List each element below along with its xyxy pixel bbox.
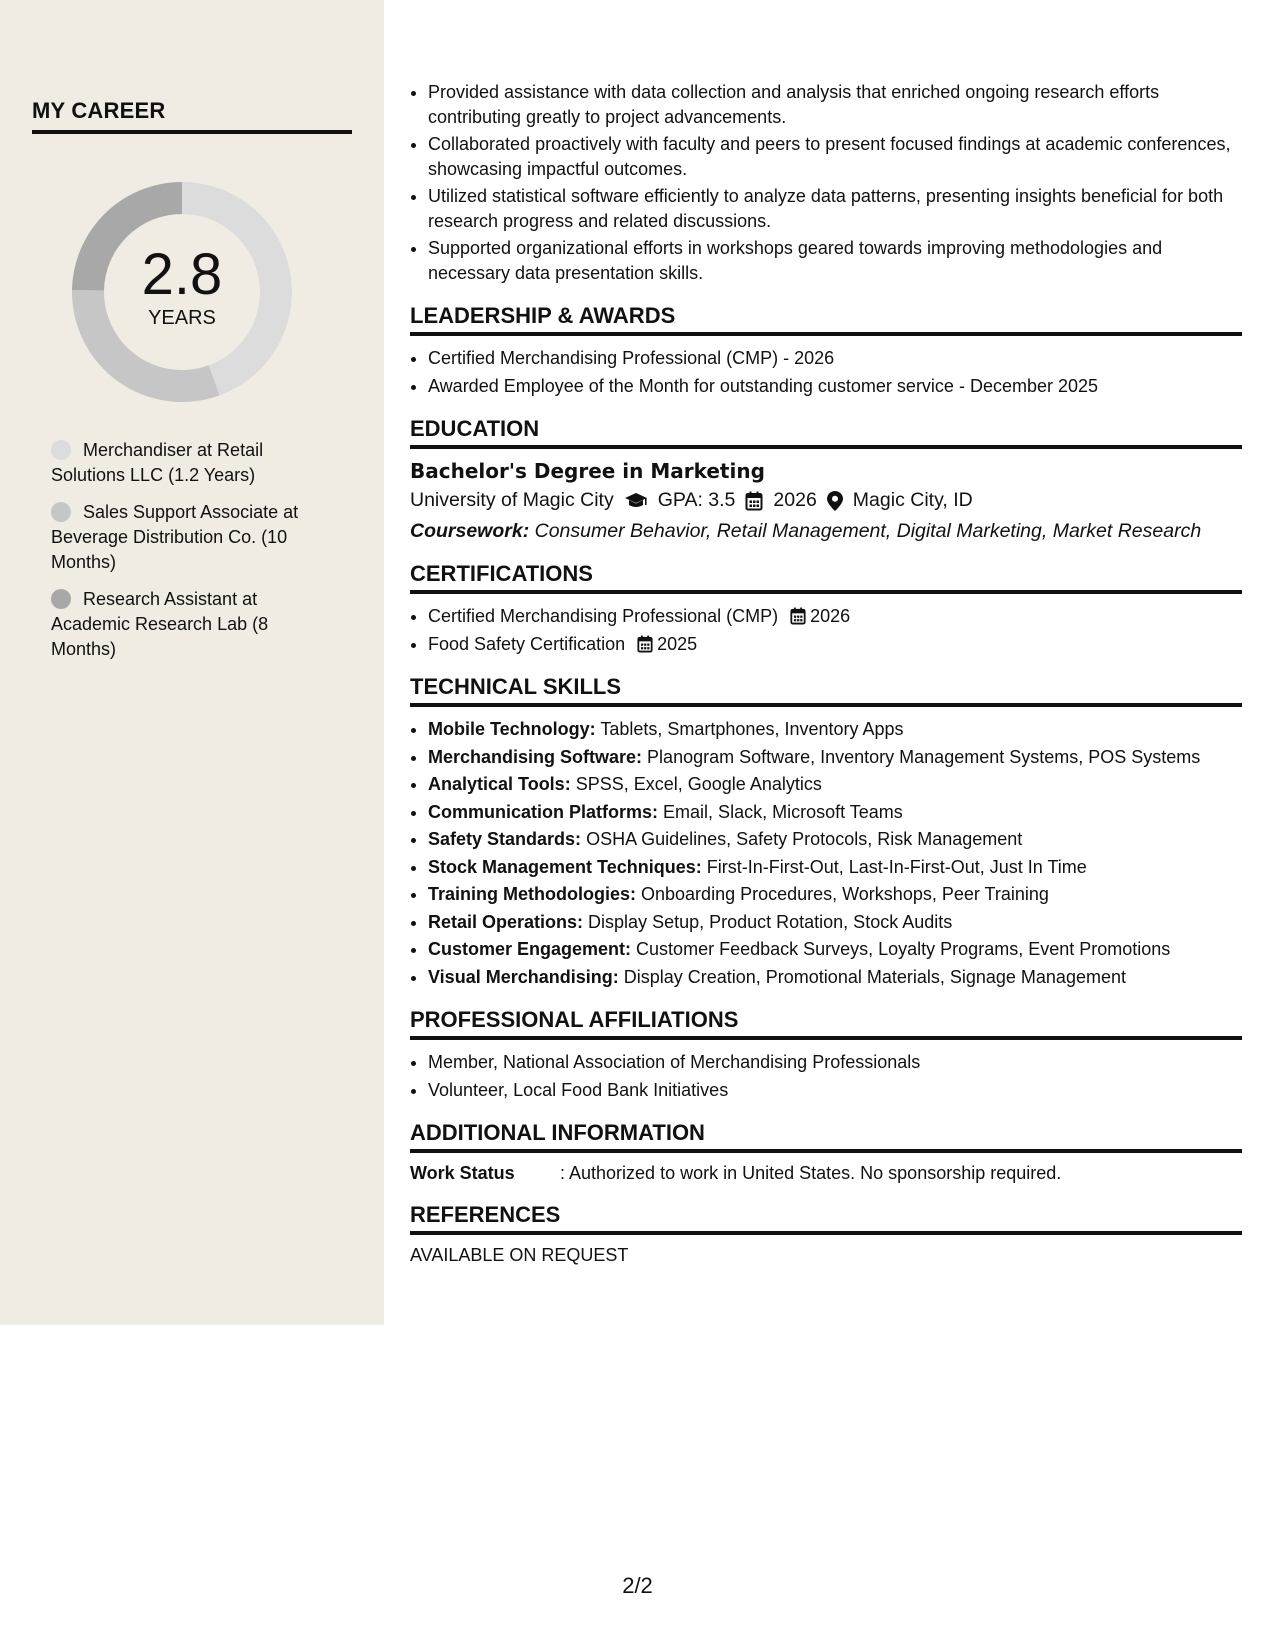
- sidebar: [0, 0, 384, 1325]
- skill-label: Retail Operations:: [428, 911, 584, 932]
- legend-dot: [51, 589, 71, 609]
- career-legend: [51, 438, 321, 674]
- legend-dot: [51, 440, 71, 460]
- affiliations-list: [410, 1050, 1242, 1102]
- skill-value: Planogram Software, Inventory Management Systems, POS Systems: [647, 746, 1201, 767]
- list-item: • Member, National Association of Merchandising Professionals: [428, 1050, 1242, 1075]
- skill-label: Communication Platforms:: [428, 801, 659, 822]
- legend-item: [51, 438, 321, 488]
- experience-bullets: [410, 80, 1242, 285]
- calendar-icon: [790, 607, 806, 625]
- certification-year: 2026: [810, 606, 851, 626]
- leadership-list: [410, 346, 1242, 398]
- skill-value: SPSS, Excel, Google Analytics: [575, 774, 822, 794]
- skill-value: Display Setup, Product Rotation, Stock Audits: [588, 911, 953, 932]
- education-gpa: GPA: 3.5: [657, 489, 736, 511]
- section-title-leadership: LEADERSHIP & AWARDS: [410, 303, 1242, 336]
- list-item: [428, 772, 1242, 797]
- skill-value: Tablets, Smartphones, Inventory Apps: [600, 719, 904, 739]
- education-year: 2026: [773, 489, 817, 511]
- certifications-list: [410, 604, 1242, 656]
- list-item: • Utilized statistical software efficiently to analyze data patterns, presenting insights beneficial for both research progress and related discussions.: [428, 184, 1242, 233]
- work-status-row: [410, 1163, 1242, 1184]
- list-item: [428, 882, 1242, 907]
- list-item: [428, 965, 1242, 990]
- calendar-icon: [745, 491, 763, 511]
- certification-name: Certified Merchandising Professional (CMP): [428, 606, 779, 626]
- career-donut-chart: [62, 172, 302, 412]
- skill-label: Visual Merchandising:: [428, 966, 619, 987]
- coursework-label: Coursework:: [410, 520, 530, 542]
- donut-value: 2.8: [141, 242, 223, 307]
- skill-value: Customer Feedback Surveys, Loyalty Programs, Event Promotions: [636, 939, 1171, 959]
- legend-label: Sales Support Associate at Beverage Distribution Co. (10 Months): [51, 502, 299, 572]
- list-item: • Volunteer, Local Food Bank Initiatives: [428, 1078, 1242, 1103]
- skill-value: Onboarding Procedures, Workshops, Peer Training: [641, 884, 1049, 904]
- skill-label: Mobile Technology:: [428, 719, 596, 739]
- education-location: Magic City, ID: [852, 489, 973, 511]
- references-text: AVAILABLE ON REQUEST: [410, 1245, 629, 1265]
- legend-item: [51, 587, 321, 662]
- section-title-skills: TECHNICAL SKILLS: [410, 674, 1242, 707]
- section-title-certifications: CERTIFICATIONS: [410, 561, 1242, 594]
- section-title-references: REFERENCES: [410, 1202, 1242, 1235]
- section-title-affiliations: PROFESSIONAL AFFILIATIONS: [410, 1007, 1242, 1040]
- skill-value: Display Creation, Promotional Materials, Signage Management: [623, 966, 1126, 987]
- section-title-education: EDUCATION: [410, 416, 1242, 449]
- skill-label: Merchandising Software:: [428, 746, 643, 767]
- list-item: [428, 632, 1242, 657]
- skill-label: Stock Management Techniques:: [428, 856, 702, 877]
- skill-label: Customer Engagement:: [428, 939, 632, 959]
- skill-value: OSHA Guidelines, Safety Protocols, Risk Management: [586, 829, 1023, 849]
- list-item: [428, 855, 1242, 880]
- career-title: MY CAREER: [32, 98, 166, 123]
- legend-dot: [51, 502, 71, 522]
- education-degree: Bachelor's Degree in Marketing: [410, 459, 765, 483]
- list-item: • Awarded Employee of the Month for outstanding customer service - December 2025: [428, 374, 1242, 399]
- list-item: [428, 800, 1242, 825]
- skill-label: Safety Standards:: [428, 829, 582, 849]
- skill-value: Email, Slack, Microsoft Teams: [663, 801, 903, 822]
- legend-item: [51, 500, 321, 575]
- certification-year: 2025: [657, 633, 698, 654]
- list-item: [428, 717, 1242, 742]
- work-status-label: Work Status: [410, 1163, 515, 1183]
- section-title-additional: ADDITIONAL INFORMATION: [410, 1120, 1242, 1153]
- skills-list: [410, 717, 1242, 989]
- list-item: • Provided assistance with data collection and analysis that enriched ongoing research efforts contributing greatly to project advancements.: [428, 80, 1242, 129]
- list-item: [428, 745, 1242, 770]
- donut-unit: YEARS: [148, 307, 216, 329]
- main-content: [410, 80, 1242, 1266]
- skill-value: First-In-First-Out, Last-In-First-Out, Just In Time: [706, 856, 1087, 877]
- list-item: [428, 604, 1242, 629]
- page-number: 2/2: [622, 1573, 653, 1598]
- list-item: [428, 827, 1242, 852]
- legend-label: Research Assistant at Academic Research Lab (8 Months): [51, 589, 269, 659]
- calendar-icon: [637, 635, 653, 653]
- education-coursework: [410, 520, 1242, 543]
- career-title-rule: [32, 130, 352, 134]
- education-school: University of Magic City: [410, 489, 614, 511]
- map-pin-icon: [827, 491, 843, 511]
- list-item: • Certified Merchandising Professional (CMP) - 2026: [428, 346, 1242, 371]
- coursework-value: Consumer Behavior, Retail Management, Digital Marketing, Market Research: [534, 520, 1202, 542]
- skill-label: Analytical Tools:: [428, 774, 571, 794]
- graduation-cap-icon: [624, 492, 648, 510]
- list-item: [428, 910, 1242, 935]
- work-status-value: : Authorized to work in United States. No sponsorship required.: [560, 1163, 1062, 1183]
- list-item: • Supported organizational efforts in workshops geared towards improving methodologies and necessary data presentation skills.: [428, 236, 1242, 285]
- list-item: [428, 937, 1242, 962]
- list-item: • Collaborated proactively with faculty and peers to present focused findings at academic conferences, showcasing impactful outcomes.: [428, 132, 1242, 181]
- skill-label: Training Methodologies:: [428, 884, 636, 904]
- certification-name: Food Safety Certification: [428, 633, 626, 654]
- education-details: [410, 489, 1242, 512]
- legend-label: Merchandiser at Retail Solutions LLC (1.2 Years): [51, 440, 264, 485]
